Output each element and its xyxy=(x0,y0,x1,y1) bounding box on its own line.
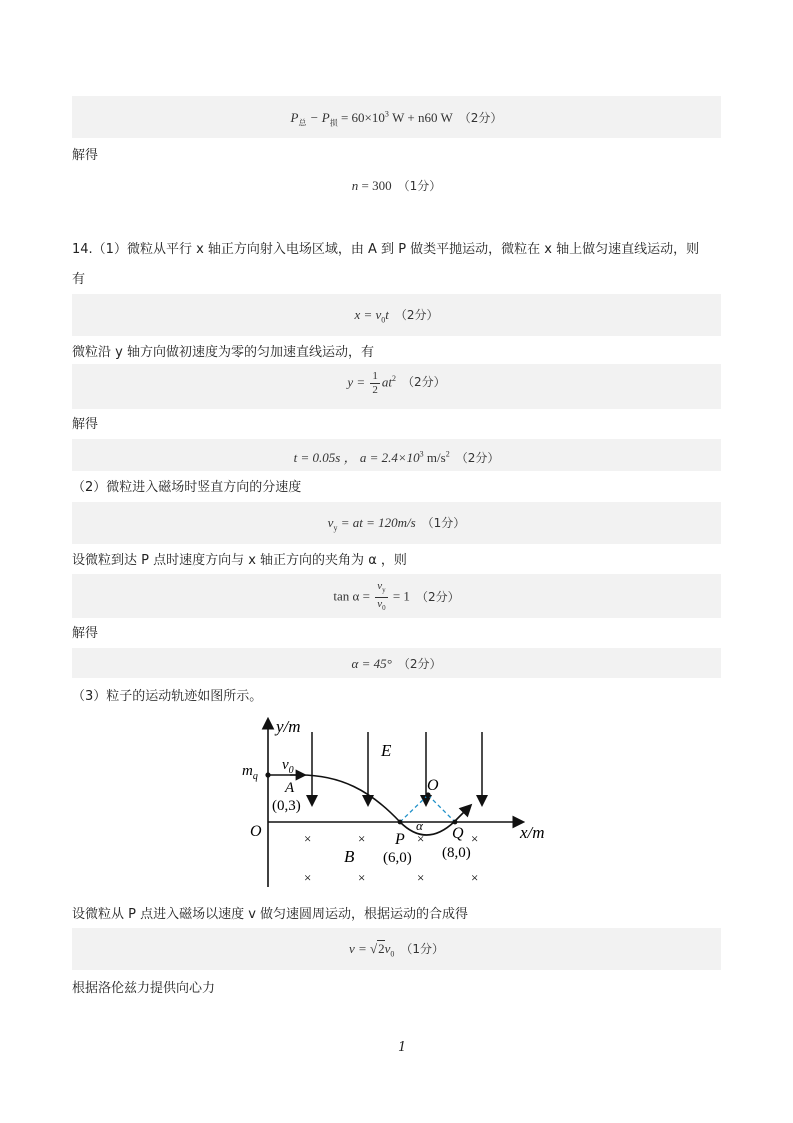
eq-term: v = xyxy=(348,941,370,956)
b-field-cross: × xyxy=(471,831,479,846)
solve-label: 解得 xyxy=(72,626,99,641)
fraction-den: 2 xyxy=(372,384,378,396)
points-label: （2分） xyxy=(458,111,503,125)
eq-term: α = 45° xyxy=(351,656,392,671)
eq-term: tan α = xyxy=(333,588,374,604)
points-label: （2分） xyxy=(415,589,460,604)
eq-sup: 3 xyxy=(419,449,424,459)
equation-alpha xyxy=(72,655,721,672)
trajectory-arc xyxy=(400,822,454,835)
b-field-cross: × xyxy=(358,831,366,846)
origin-label: O xyxy=(250,823,262,840)
b-field-cross: × xyxy=(304,870,312,885)
points-label: （2分） xyxy=(455,451,500,465)
eq-sup: 2 xyxy=(445,449,450,459)
eq-sub: 0 xyxy=(390,949,395,959)
q14-part1-line1: 14.（1）微粒从平行 x 轴正方向射入电场区域，由 A 到 P 做类平抛运动，微粒在 x 轴上做匀速直线运动，则 xyxy=(72,242,700,257)
b-field-cross: × xyxy=(304,831,312,846)
eq-term: = 1 xyxy=(389,588,410,604)
eq-term: P xyxy=(290,110,299,125)
q14-part1-line2: 有 xyxy=(72,272,86,287)
A-label: A xyxy=(285,780,295,796)
eq-sup: 2 xyxy=(392,374,397,384)
trajectory-exit xyxy=(454,806,470,822)
y-axis-label: y/m xyxy=(276,717,301,736)
b-field-cross: × xyxy=(417,831,425,846)
eq-term: n xyxy=(351,178,359,193)
eq-sub: 0 xyxy=(381,315,386,325)
eq-sub: 0 xyxy=(382,604,386,613)
b-field-cross: × xyxy=(417,870,425,885)
q14-part3-line: （3）粒子的运动轨迹如图所示。 xyxy=(72,689,263,704)
radius-OQ xyxy=(428,795,455,822)
eq-term: = at = 120m/s xyxy=(337,515,416,530)
P-label: P xyxy=(395,831,405,848)
eq-term: x xyxy=(354,307,361,322)
eq-term: v xyxy=(377,598,383,611)
lorentz-text: 根据洛伦兹力提供向心力 xyxy=(72,981,216,996)
eq-term: t xyxy=(385,307,389,322)
equation-n xyxy=(72,177,721,194)
eq-term: t = 0.05s ， xyxy=(293,450,357,465)
A-coord: (0,3) xyxy=(272,798,301,814)
eq-term: − P xyxy=(306,110,330,125)
points-label: （1分） xyxy=(400,942,445,956)
eq-sup: 3 xyxy=(384,109,389,119)
b-field-cross: × xyxy=(358,870,366,885)
equation-y xyxy=(72,370,721,397)
trajectory-diagram xyxy=(230,712,570,892)
fraction-den xyxy=(377,598,385,615)
eq-term: v xyxy=(384,941,391,956)
eq-sub: 损 xyxy=(329,118,338,128)
fraction-num: 1 xyxy=(372,370,378,382)
v0-label xyxy=(282,757,294,776)
equation-vy xyxy=(72,514,721,533)
points-label: （2分） xyxy=(394,308,439,322)
Q-label: Q xyxy=(452,825,464,842)
eq-term: at xyxy=(381,374,393,390)
eq-term: m/s xyxy=(423,450,446,465)
point-P xyxy=(398,820,403,825)
y-motion-text: 微粒沿 y 轴方向做初速度为零的匀加速直线运动，有 xyxy=(72,345,374,360)
v0-v: v xyxy=(282,757,289,773)
Q-coord: (8,0) xyxy=(442,845,471,861)
eq-term: a = 2.4×10 xyxy=(359,450,420,465)
b-field-cross: × xyxy=(471,870,479,885)
radius-OP xyxy=(400,795,428,822)
x-axis-label: x/m xyxy=(520,823,545,842)
points-label: （2分） xyxy=(402,375,446,390)
equation-tan xyxy=(72,580,721,615)
eq-term: v xyxy=(327,515,334,530)
alpha-label: α xyxy=(416,818,423,833)
v0-sub: 0 xyxy=(288,765,294,776)
mass-label xyxy=(242,763,258,782)
equation-x xyxy=(72,306,721,325)
point-Q xyxy=(453,820,458,825)
page-number: 1 xyxy=(398,1040,407,1055)
sqrt-radicand: 2 xyxy=(378,941,385,956)
fraction-num xyxy=(375,580,387,598)
equation-power xyxy=(72,109,721,129)
eq-term: = 60×10 xyxy=(337,110,385,125)
q14-part2-line: （2）微粒进入磁场时竖直方向的分速度 xyxy=(72,480,302,495)
eq-term: y = xyxy=(347,374,369,390)
solve-label: 解得 xyxy=(72,417,99,432)
P-coord: (6,0) xyxy=(383,850,412,866)
fraction xyxy=(370,370,380,397)
points-label: （2分） xyxy=(397,657,442,671)
alpha-text: 设微粒到达 P 点时速度方向与 x 轴正方向的夹角为 α ，则 xyxy=(72,553,407,568)
circle-motion-text: 设微粒从 P 点进入磁场以速度 v 做匀速圆周运动，根据运动的合成得 xyxy=(72,907,469,922)
equation-v: $v = √2v_0$ （1分） xyxy=(348,941,445,959)
charge-q: q xyxy=(252,771,258,782)
mass-m: m xyxy=(242,763,253,779)
center-label: O xyxy=(427,777,439,794)
eq-term: v xyxy=(377,580,383,592)
fraction xyxy=(375,580,387,615)
equation-band xyxy=(72,166,721,232)
B-label: B xyxy=(344,847,355,866)
equation-t-a xyxy=(72,447,721,466)
E-label: E xyxy=(381,741,392,760)
points-label: （1分） xyxy=(397,179,442,193)
eq-sub: y xyxy=(382,586,386,595)
eq-sub: y xyxy=(333,523,338,533)
eq-term: = v xyxy=(360,307,382,322)
eq-term: = 300 xyxy=(358,178,392,193)
eq-sub: 总 xyxy=(298,118,307,128)
solve-label: 解得 xyxy=(72,148,99,163)
points-label: （1分） xyxy=(421,516,466,530)
eq-term: W + n60 W xyxy=(388,110,453,125)
